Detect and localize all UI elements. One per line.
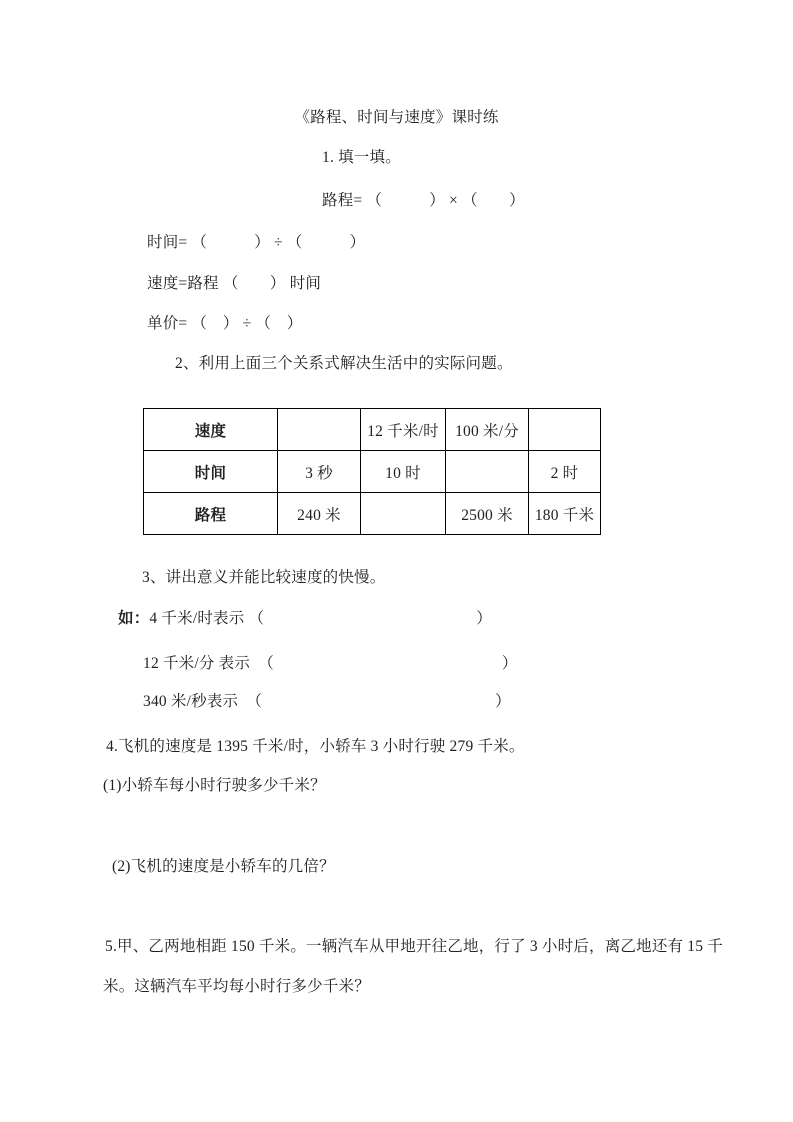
table-cell: 180 千米 xyxy=(529,493,601,535)
table-cell: 240 米 xyxy=(278,493,361,535)
example-2-close-paren: ） xyxy=(501,655,518,672)
formula-time: 时间= （ ） ÷ （ ） xyxy=(147,234,366,251)
question-5-line-1: 5.甲、乙两地相距 150 千米。一辆汽车从甲地开往乙地，行了 3 小时后，离乙地还有 15 千 xyxy=(105,938,723,955)
document-title: 《路程、时间与速度》课时练 xyxy=(294,109,499,126)
answer-blank xyxy=(274,667,502,668)
speed-time-distance-table xyxy=(143,408,601,535)
example-prefix: 如： xyxy=(118,610,150,627)
question-4-sub-1: (1)小轿车每小时行驶多少千米？ xyxy=(103,777,326,794)
answer-blank xyxy=(264,622,476,623)
example-3-close-paren: ） xyxy=(495,693,511,710)
table-cell: 12 千米/时 xyxy=(361,409,446,451)
table-row-distance xyxy=(144,493,601,535)
example-line-3 xyxy=(143,693,511,711)
table-row-time xyxy=(144,451,601,493)
question-1-label: 1. 填一填。 xyxy=(322,149,401,166)
table-cell: 2500 米 xyxy=(446,493,529,535)
formula-distance: 路程= （ ） × （ ） xyxy=(322,192,525,209)
table-cell xyxy=(529,409,601,451)
row-header-time: 时间 xyxy=(144,451,278,493)
example-1-close-paren: ） xyxy=(476,610,492,627)
example-3-text: 340 米/秒表示 （ xyxy=(143,693,263,710)
example-2-text: 12 千米/分 表示 （ xyxy=(143,655,274,672)
question-4-label: 4.飞机的速度是 1395 千米/时，小轿车 3 小时行驶 279 千米。 xyxy=(106,738,525,755)
example-line-1 xyxy=(118,610,492,628)
question-3-label: 3、讲出意义并能比较速度的快慢。 xyxy=(142,569,386,586)
answer-blank xyxy=(262,705,495,706)
table-cell: 2 时 xyxy=(529,451,601,493)
formula-speed: 速度=路程 （ ） 时间 xyxy=(147,275,322,292)
table-cell xyxy=(361,493,446,535)
table-row-speed xyxy=(144,409,601,451)
row-header-distance: 路程 xyxy=(144,493,278,535)
table-cell: 3 秒 xyxy=(278,451,361,493)
table-cell xyxy=(446,451,529,493)
row-header-speed: 速度 xyxy=(144,409,278,451)
example-line-2 xyxy=(143,655,518,673)
example-1-text: 4 千米/时表示 （ xyxy=(149,610,265,627)
table-cell: 10 时 xyxy=(361,451,446,493)
question-4-sub-2: (2)飞机的速度是小轿车的几倍？ xyxy=(112,858,335,875)
table-cell xyxy=(278,409,361,451)
question-2-label: 2、利用上面三个关系式解决生活中的实际问题。 xyxy=(175,355,513,372)
question-5-line-2: 米。这辆汽车平均每小时行多少千米？ xyxy=(103,978,370,995)
formula-unit-price: 单价= （ ） ÷ （ ） xyxy=(147,315,303,332)
table-cell: 100 米/分 xyxy=(446,409,529,451)
